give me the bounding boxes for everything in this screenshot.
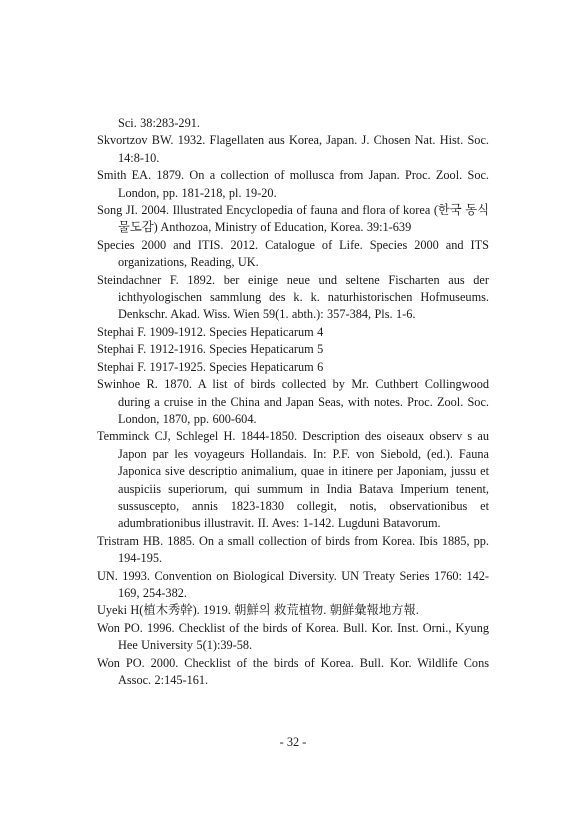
reference-entry: Swinhoe R. 1870. A list of birds collected by Mr. Cuthbert Collingwood during a cruise in the China and Japan Seas, with notes. Proc. Zool. Soc. London, 1870, pp. 600-604. [97, 377, 489, 426]
reference-entry: Sci. 38:283-291. [118, 116, 200, 130]
reference-entry: UN. 1993. Convention on Biological Diversity. UN Treaty Series 1760: 142-169, 254-382. [97, 568, 489, 600]
reference-entry: Species 2000 and ITIS. 2012. Catalogue of Life. Species 2000 and ITS organizations, Reading, UK. [97, 237, 489, 270]
reference-list [97, 115, 489, 689]
reference-entry: Stephai F. 1912-1916. Species Hepaticarum 5 [97, 342, 324, 357]
reference-entry: Temminck CJ, Schlegel H. 1844-1850. Description des oiseaux observ s au Japon par les voyageurs Hollandais. In: P.F. von Siebold, (ed.). Fauna Japonica sive descriptio animalium, quae in itinere per Japoniam, jussu et auspiciis superiorum, qui summum in India Batava Imperium tenent, sussuscepto, annis 1823-1830 collegit, notis, observationibus et adumbrationibus illustravit. II. Aves: 1-142. Lugduni Batavorum. [97, 429, 489, 531]
reference-entry: Tristram HB. 1885. On a small collection of birds from Korea. Ibis 1885, pp. 194-195. [97, 533, 489, 566]
reference-entry: Won PO. 1996. Checklist of the birds of Korea. Bull. Kor. Inst. Orni., Kyung Hee University 5(1):39-58. [97, 620, 489, 653]
reference-entry: Uyeki H(植木秀幹). 1919. 朝鮮의 救荒植物. 朝鮮彙報地方報. [97, 603, 419, 618]
reference-entry: Song JI. 2004. Illustrated Encyclopedia of fauna and flora of korea (한국 동식물도감) Anthozoa, Ministry of Education, Korea. 39:1-639 [97, 203, 489, 235]
reference-entry: Stephai F. 1917-1925. Species Hepaticarum 6 [97, 359, 324, 374]
reference-entry: Skvortzov BW. 1932. Flagellaten aus Korea, Japan. J. Chosen Nat. Hist. Soc. 14:8-10. [97, 133, 489, 165]
reference-entry: Steindachner F. 1892. ber einige neue und seltene Fischarten aus der ichthyologischen sammlung des k. k. naturhistorischen Hofmuseums. Denkschr. Akad. Wiss. Wien 59(1. abth.): 357-384, Pls. 1-6. [97, 272, 489, 322]
reference-entry: Won PO. 2000. Checklist of the birds of Korea. Bull. Kor. Wildlife Cons Assoc. 2:145-161. [97, 655, 489, 687]
reference-entry: Smith EA. 1879. On a collection of mollusca from Japan. Proc. Zool. Soc. London, pp. 181-218, pl. 19-20. [97, 168, 489, 200]
reference-entry: Stephai F. 1909-1912. Species Hepaticarum 4 [97, 324, 324, 339]
page-number: - 32 - [279, 735, 307, 749]
